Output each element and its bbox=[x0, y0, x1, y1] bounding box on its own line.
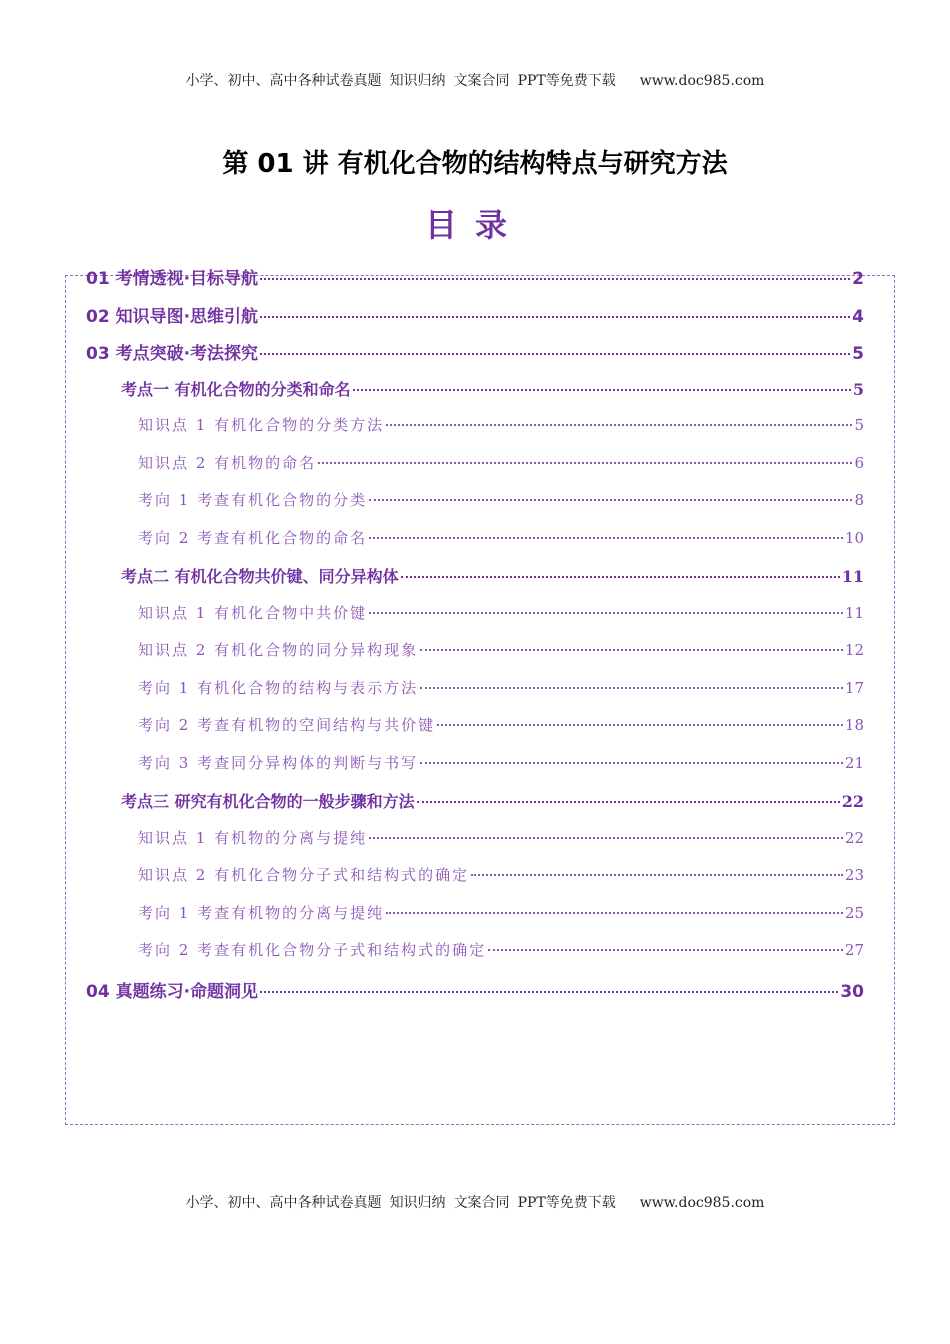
toc-leader-dots bbox=[260, 278, 850, 280]
toc-entry-title: 知识点 1 有机物的分离与提纯 bbox=[138, 828, 368, 847]
header-text: 知识归纳 bbox=[389, 73, 446, 89]
toc-leader-dots bbox=[369, 612, 843, 614]
toc-leader-dots bbox=[420, 687, 843, 689]
toc-entry-title: 知识点 2 有机化合物的同分异构现象 bbox=[138, 641, 419, 659]
toc-entry-title: 考向 1 考查有机化合物的分类 bbox=[138, 491, 368, 509]
toc-entry-title: 考向 2 考查有机化合物分子式和结构式的确定 bbox=[138, 941, 487, 959]
footer-text: 文案合同 bbox=[453, 1195, 510, 1211]
toc-leader-dots bbox=[437, 724, 843, 726]
toc-leader-dots bbox=[471, 874, 843, 876]
toc-entry-title: 知识点 1 有机化合物中共价键 bbox=[138, 603, 368, 622]
header-text: 文案合同 bbox=[453, 73, 510, 89]
header-text: 小学、初中、高中各种试卷真题 bbox=[185, 73, 382, 89]
toc-page-number: 25 bbox=[844, 903, 864, 922]
footer-text: 知识归纳 bbox=[389, 1195, 446, 1211]
toc-page-number: 21 bbox=[844, 753, 864, 772]
toc-page-number: 22 bbox=[844, 828, 864, 847]
toc-entry[interactable] bbox=[86, 264, 864, 289]
toc-entry[interactable] bbox=[138, 902, 864, 924]
toc-entry-title: 01 考情透视·目标导航 bbox=[86, 269, 259, 289]
toc-entry-title: 考点三 研究有机化合物的一般步骤和方法 bbox=[121, 792, 415, 811]
toc-entry[interactable] bbox=[138, 827, 864, 849]
toc-entry-title: 03 考点突破·考法探究 bbox=[86, 344, 259, 364]
footer-text: 小学、初中、高中各种试卷真题 bbox=[185, 1195, 382, 1211]
toc-page-number: 4 bbox=[852, 306, 864, 327]
toc-page-number: 5 bbox=[854, 416, 864, 434]
toc-page-number: 8 bbox=[854, 491, 864, 509]
footer-text: PPT等免费下载 bbox=[517, 1195, 616, 1211]
toc-leader-dots bbox=[401, 576, 840, 578]
toc-page-number: 10 bbox=[844, 528, 864, 547]
toc-page-number: 27 bbox=[844, 941, 864, 959]
toc-page-number: 23 bbox=[844, 866, 864, 884]
toc-entry[interactable] bbox=[138, 602, 864, 624]
header-text: PPT等免费下载 bbox=[517, 73, 616, 89]
toc-leader-dots bbox=[488, 949, 843, 951]
toc-entry[interactable] bbox=[138, 939, 864, 961]
toc-entry[interactable] bbox=[121, 789, 864, 811]
toc-page-number: 30 bbox=[840, 981, 864, 1002]
toc-entry[interactable] bbox=[138, 714, 864, 736]
toc-entry[interactable] bbox=[121, 564, 864, 586]
toc-leader-dots bbox=[260, 316, 850, 318]
toc-entry[interactable] bbox=[138, 527, 864, 549]
toc-entry[interactable] bbox=[138, 639, 864, 661]
toc-leader-dots bbox=[386, 424, 852, 426]
toc-entry-title: 考向 2 考查有机化合物的命名 bbox=[138, 528, 368, 547]
toc-leader-dots bbox=[260, 991, 838, 993]
toc-heading: 目录 bbox=[424, 206, 525, 244]
toc-entry[interactable] bbox=[138, 489, 864, 511]
toc-leader-dots bbox=[318, 462, 852, 464]
toc-entry-title: 考点一 有机化合物的分类和命名 bbox=[121, 379, 351, 399]
header-site-link[interactable]: www.doc985.com bbox=[639, 73, 765, 89]
page-header bbox=[0, 70, 950, 90]
toc-page-number: 18 bbox=[844, 716, 864, 734]
toc-leader-dots bbox=[353, 389, 851, 391]
toc-entry[interactable] bbox=[138, 414, 864, 436]
toc-entry[interactable] bbox=[86, 339, 864, 364]
toc-page-number: 6 bbox=[854, 453, 864, 472]
toc-page-number: 5 bbox=[852, 344, 864, 364]
toc-entry-title: 考向 3 考查同分异构体的判断与书写 bbox=[138, 753, 419, 772]
toc-entry-title: 考点二 有机化合物共价键、同分异构体 bbox=[121, 567, 399, 586]
toc-leader-dots bbox=[369, 499, 852, 501]
toc-page-number: 5 bbox=[852, 379, 864, 399]
toc-leader-dots bbox=[369, 537, 843, 539]
page-footer bbox=[0, 1192, 950, 1212]
toc-entry-title: 考向 1 考查有机物的分离与提纯 bbox=[138, 903, 385, 922]
toc-page-number: 12 bbox=[844, 641, 864, 659]
toc-leader-dots bbox=[420, 762, 843, 764]
toc-page-number: 22 bbox=[841, 792, 864, 811]
toc-entry-title: 考向 1 有机化合物的结构与表示方法 bbox=[138, 678, 419, 697]
toc-entry-title: 02 知识导图·思维引航 bbox=[86, 306, 259, 327]
toc-entry-title: 知识点 1 有机化合物的分类方法 bbox=[138, 416, 385, 434]
toc-entry[interactable] bbox=[138, 864, 864, 886]
footer-site-link[interactable]: www.doc985.com bbox=[639, 1195, 765, 1211]
toc-entry-title: 04 真题练习·命题洞见 bbox=[86, 981, 259, 1002]
toc-entry[interactable] bbox=[121, 377, 864, 399]
toc-page-number: 2 bbox=[852, 269, 864, 289]
toc-entry[interactable] bbox=[138, 677, 864, 699]
toc-leader-dots bbox=[417, 801, 840, 803]
toc-page-number: 17 bbox=[844, 678, 864, 697]
toc-leader-dots bbox=[386, 912, 843, 914]
toc-entry-title: 知识点 2 有机化合物分子式和结构式的确定 bbox=[138, 866, 470, 884]
page-title: 第 01 讲 有机化合物的结构特点与研究方法 bbox=[222, 149, 728, 179]
toc-entry-title: 知识点 2 有机物的命名 bbox=[138, 453, 317, 472]
toc-entry[interactable] bbox=[86, 302, 864, 327]
toc-page-number: 11 bbox=[844, 603, 864, 622]
toc-page-number: 11 bbox=[841, 567, 864, 586]
toc-entry[interactable] bbox=[138, 752, 864, 774]
toc-leader-dots bbox=[420, 649, 843, 651]
toc-entry-title: 考向 2 考查有机物的空间结构与共价键 bbox=[138, 716, 436, 734]
toc-entry[interactable] bbox=[138, 452, 864, 474]
toc-entry[interactable] bbox=[86, 977, 864, 1002]
toc-leader-dots bbox=[260, 353, 850, 355]
toc-leader-dots bbox=[369, 837, 843, 839]
